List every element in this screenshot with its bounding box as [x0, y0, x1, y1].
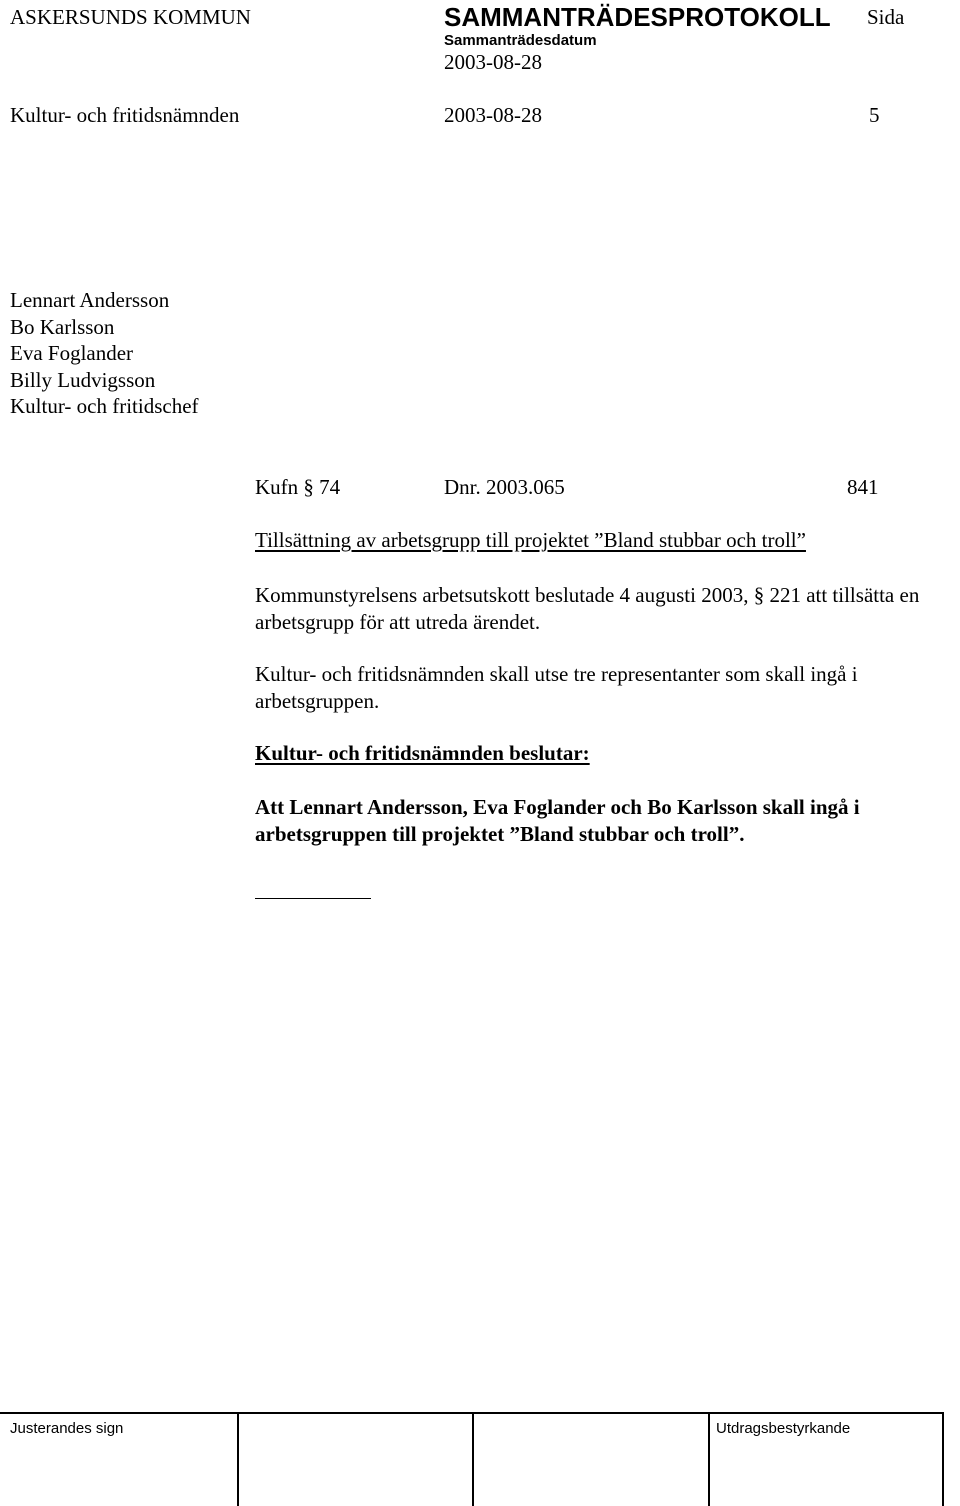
decision-text: Att Lennart Andersson, Eva Foglander och Bo Karlsson skall ingå i arbetsgruppen till projektet ”Bland stubbar och troll”.	[255, 795, 860, 846]
document-type: SAMMANTRÄDESPROTOKOLL	[444, 2, 831, 32]
table-right-border	[942, 1414, 944, 1506]
meeting-date-label: Sammanträdesdatum	[444, 32, 597, 49]
page-number: 5	[869, 103, 880, 127]
diary-number: Dnr. 2003.065	[444, 475, 565, 499]
page-label: Sida	[867, 5, 905, 29]
signature-table	[0, 1412, 944, 1506]
certification-cell	[708, 1414, 710, 1506]
decision-heading: Kultur- och fritidsnämnden beslutar:	[255, 741, 590, 765]
recipient-item: Eva Foglander	[10, 341, 134, 366]
meeting-date: 2003-08-28	[444, 50, 542, 74]
signature-cell	[472, 1414, 474, 1506]
item-title: Tillsättning av arbetsgrupp till projektet ”Bland stubbar och troll”	[255, 528, 806, 552]
paragraph-ref: Kufn	[255, 475, 299, 499]
body-paragraph-2: Kultur- och fritidsnämnden skall utse tre representanter som skall ingå i arbetsgruppen.	[255, 662, 858, 713]
running-date: 2003-08-28	[444, 103, 542, 127]
paragraph-reference	[255, 475, 340, 500]
adjuster-signature-label: Justerandes sign	[10, 1420, 124, 1437]
recipient-item: Bo Karlsson	[10, 314, 115, 339]
body-paragraph-1: Kommunstyrelsens arbetsutskott beslutade 4 augusti 2003, § 221 att tillsätta en arbetsgrupp för att utreda ärendet.	[255, 583, 920, 634]
recipient-item: Lennart Andersson	[10, 288, 170, 312]
recipient-item: Billy Ludvigsson	[10, 367, 156, 392]
signature-cell	[237, 1414, 239, 1506]
archive-code: 841	[847, 475, 879, 499]
paragraph-symbol: §	[303, 475, 314, 499]
recipient-list	[10, 287, 199, 420]
extract-certification-label: Utdragsbestyrkande	[716, 1420, 851, 1437]
recipient-item: Kultur- och fritidschef	[10, 394, 199, 419]
end-rule	[255, 898, 371, 899]
organization-name: ASKERSUNDS KOMMUN	[10, 5, 251, 29]
paragraph-number: 74	[319, 475, 341, 499]
committee-name: Kultur- och fritidsnämnden	[10, 103, 240, 127]
